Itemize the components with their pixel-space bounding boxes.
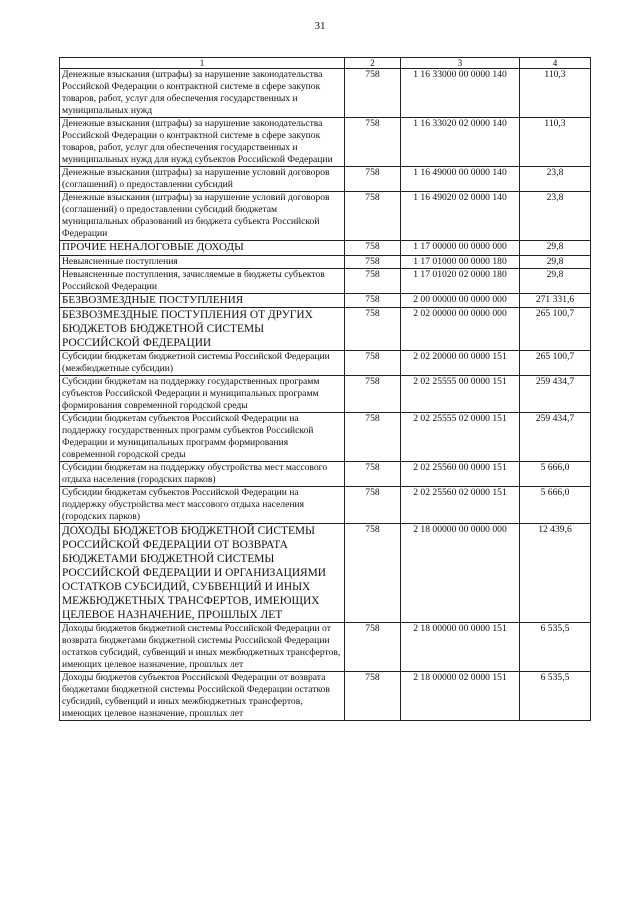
row-code-cell: 758 — [345, 623, 401, 672]
row-kbk-cell: 2 18 00000 00 0000 000 — [401, 524, 520, 623]
row-sum-cell: 271 331,6 — [520, 293, 591, 308]
row-kbk-cell: 2 18 00000 02 0000 151 — [401, 672, 520, 721]
table-row — [60, 376, 591, 413]
row-sum-cell: 259 434,7 — [520, 376, 591, 413]
row-kbk-cell: 2 02 25560 02 0000 151 — [401, 487, 520, 524]
row-name-cell: Доходы бюджетов бюджетной системы Российской Федерации от возврата бюджетами бюджетной системы Российской Федерации остатков субсидий, субвенций и иных межбюджетных трансфертов, имеющих целевое назначение, прошлых лет — [60, 623, 345, 672]
row-kbk-cell: 1 16 33000 00 0000 140 — [401, 69, 520, 118]
row-sum-cell: 265 100,7 — [520, 308, 591, 351]
row-kbk-cell: 1 16 49020 02 0000 140 — [401, 192, 520, 241]
table-row — [60, 69, 591, 118]
table-header — [60, 58, 591, 69]
row-code-cell: 758 — [345, 167, 401, 192]
row-sum-cell: 259 434,7 — [520, 413, 591, 462]
header-col-3: 3 — [401, 58, 520, 69]
row-name-cell: БЕЗВОЗМЕЗДНЫЕ ПОСТУПЛЕНИЯ — [60, 293, 345, 308]
row-name-cell: Субсидии бюджетам субъектов Российской Федерации на поддержку государственных программ субъектов Российской Федерации и муниципальных программ формирования современной городской среды — [60, 413, 345, 462]
row-name-cell: ДОХОДЫ БЮДЖЕТОВ БЮДЖЕТНОЙ СИСТЕМЫ РОССИЙСКОЙ ФЕДЕРАЦИИ ОТ ВОЗВРАТА БЮДЖЕТАМИ БЮДЖЕТНОЙ СИСТЕМЫ РОССИЙСКОЙ ФЕДЕРАЦИИ И ОРГАНИЗАЦИЯМИ ОСТАТКОВ СУБСИДИЙ, СУБВЕНЦИЙ И ИНЫХ МЕЖБЮДЖЕТНЫХ ТРАНСФЕРТОВ, ИМЕЮЩИХ ЦЕЛЕВОЕ НАЗНАЧЕНИЕ, ПРОШЛЫХ ЛЕТ — [60, 524, 345, 623]
row-sum-cell: 110,3 — [520, 69, 591, 118]
header-row — [60, 58, 591, 69]
row-sum-cell: 29,8 — [520, 255, 591, 268]
row-name-cell: Невыясненные поступления — [60, 255, 345, 268]
row-sum-cell: 23,8 — [520, 167, 591, 192]
row-name-cell: Денежные взыскания (штрафы) за нарушение условий договоров (соглашений) о предоставлении субсидий — [60, 167, 345, 192]
table-row — [60, 268, 591, 293]
row-code-cell: 758 — [345, 118, 401, 167]
table-row — [60, 167, 591, 192]
row-sum-cell: 29,8 — [520, 241, 591, 256]
table-row — [60, 623, 591, 672]
row-kbk-cell: 2 02 25560 00 0000 151 — [401, 462, 520, 487]
row-name-cell: Денежные взыскания (штрафы) за нарушение условий договоров (соглашений) о предоставлении субсидий бюджетам муниципальных образований из бюджета субъекта Российской Федерации — [60, 192, 345, 241]
table-row — [60, 351, 591, 376]
table-row — [60, 118, 591, 167]
table-row — [60, 293, 591, 308]
table-row — [60, 308, 591, 351]
row-name-cell: Денежные взыскания (штрафы) за нарушение законодательства Российской Федерации о контрактной системе в сфере закупок товаров, работ, услуг для обеспечения государственных и муниципальных нужд для нужд субъектов Российской Федерации — [60, 118, 345, 167]
table-row — [60, 524, 591, 623]
header-col-1: 1 — [60, 58, 345, 69]
row-code-cell: 758 — [345, 376, 401, 413]
row-code-cell: 758 — [345, 69, 401, 118]
row-kbk-cell: 1 17 01020 02 0000 180 — [401, 268, 520, 293]
header-col-2: 2 — [345, 58, 401, 69]
row-kbk-cell: 2 00 00000 00 0000 000 — [401, 293, 520, 308]
row-name-cell: Субсидии бюджетам на поддержку обустройства мест массового отдыха населения (городских парков) — [60, 462, 345, 487]
row-code-cell: 758 — [345, 268, 401, 293]
row-kbk-cell: 1 17 01000 00 0000 180 — [401, 255, 520, 268]
row-kbk-cell: 1 17 00000 00 0000 000 — [401, 241, 520, 256]
page-number: 31 — [314, 20, 326, 32]
row-code-cell: 758 — [345, 192, 401, 241]
row-name-cell: БЕЗВОЗМЕЗДНЫЕ ПОСТУПЛЕНИЯ ОТ ДРУГИХ БЮДЖЕТОВ БЮДЖЕТНОЙ СИСТЕМЫ РОССИЙСКОЙ ФЕДЕРАЦИИ — [60, 308, 345, 351]
row-sum-cell: 5 666,0 — [520, 487, 591, 524]
row-name-cell: Невыясненные поступления, зачисляемые в бюджеты субъектов Российской Федерации — [60, 268, 345, 293]
table-row — [60, 241, 591, 256]
row-kbk-cell: 1 16 49000 00 0000 140 — [401, 167, 520, 192]
table-row — [60, 487, 591, 524]
table-row — [60, 462, 591, 487]
row-sum-cell: 110,3 — [520, 118, 591, 167]
row-kbk-cell: 2 02 00000 00 0000 000 — [401, 308, 520, 351]
row-sum-cell: 6 535,5 — [520, 623, 591, 672]
table-row — [60, 672, 591, 721]
row-code-cell: 758 — [345, 351, 401, 376]
row-code-cell: 758 — [345, 308, 401, 351]
row-code-cell: 758 — [345, 413, 401, 462]
row-sum-cell: 12 439,6 — [520, 524, 591, 623]
row-code-cell: 758 — [345, 241, 401, 256]
row-name-cell: Субсидии бюджетам на поддержку государственных программ субъектов Российской Федерации и муниципальных программ формирования современной городской среды — [60, 376, 345, 413]
row-name-cell: Субсидии бюджетам субъектов Российской Федерации на поддержку обустройства мест массового отдыха населения (городских парков) — [60, 487, 345, 524]
table-row — [60, 192, 591, 241]
table-row — [60, 255, 591, 268]
row-code-cell: 758 — [345, 462, 401, 487]
row-sum-cell: 23,8 — [520, 192, 591, 241]
header-col-4: 4 — [520, 58, 591, 69]
row-sum-cell: 6 535,5 — [520, 672, 591, 721]
row-code-cell: 758 — [345, 293, 401, 308]
row-kbk-cell: 1 16 33020 02 0000 140 — [401, 118, 520, 167]
row-kbk-cell: 2 02 25555 02 0000 151 — [401, 413, 520, 462]
row-sum-cell: 29,8 — [520, 268, 591, 293]
table-row — [60, 413, 591, 462]
row-code-cell: 758 — [345, 524, 401, 623]
row-kbk-cell: 2 18 00000 00 0000 151 — [401, 623, 520, 672]
row-sum-cell: 5 666,0 — [520, 462, 591, 487]
table-body — [60, 69, 591, 721]
row-name-cell: Денежные взыскания (штрафы) за нарушение законодательства Российской Федерации о контрактной системе в сфере закупок товаров, работ, услуг для обеспечения государственных и муниципальных нужд — [60, 69, 345, 118]
row-code-cell: 758 — [345, 255, 401, 268]
row-name-cell: ПРОЧИЕ НЕНАЛОГОВЫЕ ДОХОДЫ — [60, 241, 345, 256]
row-kbk-cell: 2 02 20000 00 0000 151 — [401, 351, 520, 376]
row-code-cell: 758 — [345, 672, 401, 721]
row-code-cell: 758 — [345, 487, 401, 524]
row-kbk-cell: 2 02 25555 00 0000 151 — [401, 376, 520, 413]
row-name-cell: Субсидии бюджетам бюджетной системы Российской Федерации (межбюджетные субсидии) — [60, 351, 345, 376]
row-name-cell: Доходы бюджетов субъектов Российской Федерации от возврата бюджетами бюджетной системы Российской Федерации остатков субсидий, субвенций и иных межбюджетных трансфертов, имеющих целевое назначение, прошлых лет — [60, 672, 345, 721]
revenue-table — [59, 57, 591, 721]
row-sum-cell: 265 100,7 — [520, 351, 591, 376]
